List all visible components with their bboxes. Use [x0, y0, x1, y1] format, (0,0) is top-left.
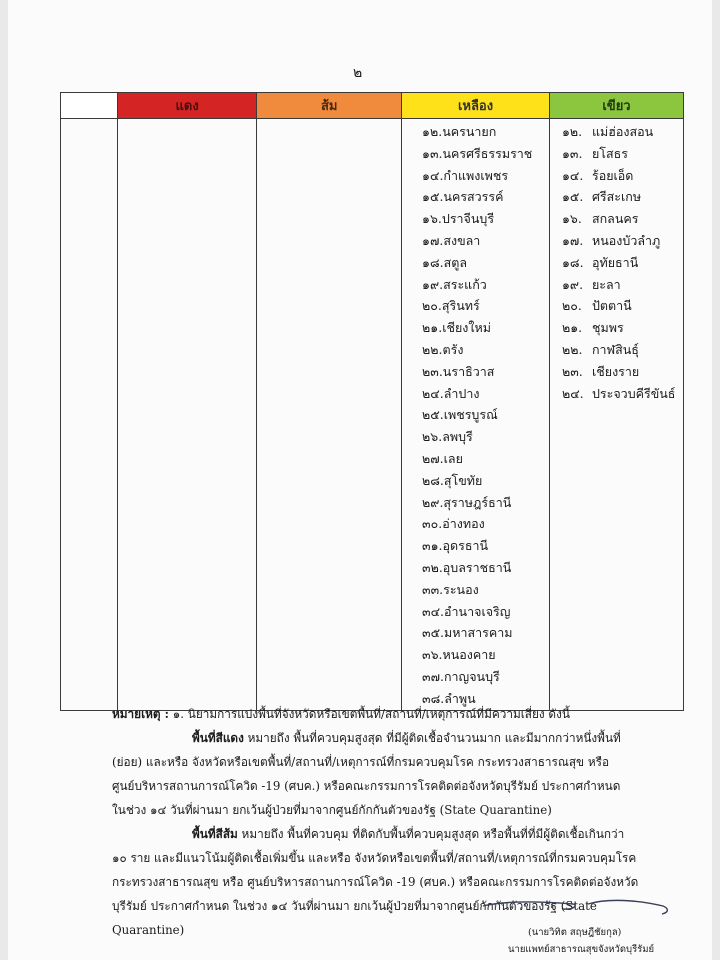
green-province-item: [550, 317, 683, 339]
yellow-province-item: ๑๔.กำแพงเพชร: [422, 167, 509, 183]
signatory-name: (นายวิทิต สฤษฎีชัยกุล): [528, 927, 622, 938]
green-province-name: ร้อยเอ็ด: [591, 167, 634, 183]
document-page: [8, 0, 712, 960]
cell-red: [117, 119, 257, 711]
yellow-province-item: ๓๔.อำนาจเจริญ: [422, 603, 511, 619]
yellow-province-item: ๒๓.นราธิวาส: [422, 363, 495, 379]
green-province-number: ๒๓.: [561, 363, 583, 379]
green-province-item: [550, 361, 683, 383]
yellow-province-item: ๑๘.สตูล: [422, 254, 468, 270]
green-province-number: ๑๕.: [561, 189, 584, 205]
yellow-province-item: ๒๐.สุรินทร์: [422, 298, 480, 314]
header-green: เขียว: [549, 93, 683, 119]
header-blank: [61, 93, 118, 119]
green-province-number: ๑๗.: [561, 232, 584, 248]
cell-orange: [257, 119, 402, 711]
zone-table: [60, 92, 684, 711]
green-province-item: [550, 230, 683, 252]
orange-zone-text-2: ๑๐ ราย และมีแนวโน้มผู้ติดเชื้อเพิ่มขึ้น และหรือ จังหวัดหรือเขตพื้นที่/สถานที่/เหตุการณ์ที่กรมควบคุมโรค: [112, 851, 637, 865]
yellow-province-item: ๑๓.นครศรีธรรมราช: [422, 145, 533, 161]
yellow-province-item: ๑๕.นครสวรรค์: [422, 189, 504, 205]
yellow-province-item: ๓๖.หนองคาย: [422, 647, 496, 663]
green-province-item: [550, 295, 683, 317]
green-province-number: ๒๔.: [561, 385, 584, 401]
yellow-province-item: ๒๔.ลำปาง: [422, 385, 480, 401]
red-zone-text-3: ศูนย์บริหารสถานการณ์โควิด -19 (ศบค.) หรือคณะกรรมการโรคติดต่อจังหวัดบุรีรัมย์ ประกาศกำหนด: [112, 779, 621, 793]
yellow-province-item: ๒๘.สุโขทัย: [422, 472, 483, 488]
yellow-province-item: ๑๖.ปราจีนบุรี: [422, 211, 495, 227]
green-province-name: ยะลา: [591, 276, 621, 292]
yellow-province-item: ๒๙.สุราษฎร์ธานี: [422, 494, 512, 510]
red-zone-heading: พื้นที่สีแดง: [192, 731, 244, 745]
green-province-number: ๑๔.: [561, 167, 584, 183]
header-yellow: เหลือง: [402, 93, 550, 119]
page-number: ๒: [353, 65, 363, 81]
green-province-name: ปัตตานี: [591, 298, 632, 314]
notes-label: หมายเหตุ :: [112, 707, 170, 721]
red-zone-text-2: (ย่อย) และหรือ จังหวัดหรือเขตพื้นที่/สถานที่/เหตุการณ์ที่กรมควบคุมโรค กระทรวงสาธารณสุข หรือ: [112, 755, 610, 769]
green-province-item: [550, 252, 683, 274]
green-province-number: ๒๐.: [561, 298, 582, 314]
cell-yellow: [402, 119, 550, 711]
green-province-name: สกลนคร: [591, 211, 639, 227]
green-province-item: [550, 165, 683, 187]
header-red: แดง: [117, 93, 257, 119]
signatory-title: นายแพทย์สาธารณสุขจังหวัดบุรีรัมย์: [508, 944, 655, 955]
green-province-item: [550, 121, 683, 143]
orange-zone-text-3: กระทรวงสาธารณสุข หรือ ศูนย์บริหารสถานการณ์โควิด -19 (ศบค.) หรือคณะกรรมการโรคติดต่อจังหวัด: [112, 875, 639, 889]
green-province-name: หนองบัวลำภู: [591, 232, 661, 248]
yellow-province-item: ๒๗.เลย: [422, 450, 463, 466]
green-province-name: ชุมพร: [591, 320, 624, 336]
green-province-number: ๑๙.: [561, 276, 584, 292]
green-province-name: แม่ฮ่องสอน: [591, 124, 654, 139]
orange-zone-text-5: Quarantine): [112, 923, 185, 937]
green-province-number: ๑๘.: [561, 254, 584, 270]
green-province-name: ศรีสะเกษ: [591, 189, 642, 205]
green-province-item: [550, 143, 683, 165]
yellow-province-item: ๒๕.เพชรบูรณ์: [422, 407, 498, 423]
green-province-name: เชียงราย: [591, 363, 640, 379]
green-province-item: [550, 186, 683, 208]
green-province-name: กาฬสินธุ์: [591, 341, 639, 357]
yellow-province-item: ๓๓.ระนอง: [422, 581, 479, 597]
cell-blank: [61, 119, 118, 711]
green-province-item: [550, 383, 683, 405]
green-province-item: [550, 274, 683, 296]
cell-green: [549, 119, 683, 711]
yellow-province-item: ๑๒.นครนายก: [422, 124, 497, 139]
yellow-province-item: ๑๙.สระแก้ว: [422, 276, 487, 292]
green-province-name: ประจวบคีรีขันธ์: [591, 385, 676, 401]
yellow-province-item: ๑๗.สงขลา: [422, 232, 481, 248]
notes-line1: ๑. นิยามการแบ่งพื้นที่จังหวัดหรือเขตพื้นที่/สถานที่/เหตุการณ์ที่มีความเสี่ยง ดังนี้: [172, 707, 570, 721]
green-province-number: ๑๓.: [561, 145, 583, 161]
orange-zone-text-1: หมายถึง พื้นที่ควบคุม ที่ติดกับพื้นที่ควบคุมสูงสุด หรือพื้นที่ที่มีผู้ติดเชื้อเกินกว่า: [241, 827, 625, 841]
yellow-province-item: ๓๐.อ่างทอง: [422, 516, 485, 532]
yellow-province-item: ๒๖.ลพบุรี: [422, 429, 473, 445]
green-province-number: ๑๒.: [561, 124, 583, 139]
header-orange: ส้ม: [257, 93, 402, 119]
red-zone-text-4: ในช่วง ๑๔ วันที่ผ่านมา ยกเว้นผู้ป่วยที่มาจากศูนย์กักกันตัวของรัฐ (State Quarantine): [112, 803, 552, 817]
yellow-province-item: ๓๑.อุดรธานี: [422, 538, 489, 554]
yellow-province-item: ๓๘.ลำพูน: [422, 690, 476, 706]
green-province-name: อุทัยธานี: [591, 254, 639, 270]
orange-zone-text-4: บุรีรัมย์ ประกาศกำหนด ในช่วง ๑๔ วันที่ผ่านมา ยกเว้นผู้ป่วยที่มาจากศูนย์กักกันตัวของรัฐ (State: [112, 899, 597, 913]
yellow-province-item: ๓๒.อุบลราชธานี: [422, 559, 512, 575]
green-province-list: [550, 121, 683, 404]
orange-zone-heading: พื้นที่สีส้ม: [192, 827, 238, 841]
green-province-number: ๑๖.: [561, 211, 582, 227]
yellow-province-item: ๒๒.ตรัง: [422, 341, 464, 357]
handwritten-signature: [478, 892, 678, 922]
green-province-name: ยโสธร: [591, 145, 628, 161]
green-province-item: [550, 208, 683, 230]
green-province-number: ๒๑.: [561, 320, 583, 336]
yellow-province-list: [402, 121, 549, 710]
green-province-item: [550, 339, 683, 361]
yellow-province-item: ๒๑.เชียงใหม่: [422, 320, 491, 336]
yellow-province-item: ๓๗.กาญจนบุรี: [422, 668, 500, 684]
yellow-province-item: ๓๕.มหาสารคาม: [422, 625, 513, 641]
red-zone-text-1: หมายถึง พื้นที่ควบคุมสูงสุด ที่มีผู้ติดเชื้อจำนวนมาก และมีมากกว่าหนึ่งพื้นที่: [247, 731, 621, 745]
green-province-number: ๒๒.: [561, 341, 583, 357]
